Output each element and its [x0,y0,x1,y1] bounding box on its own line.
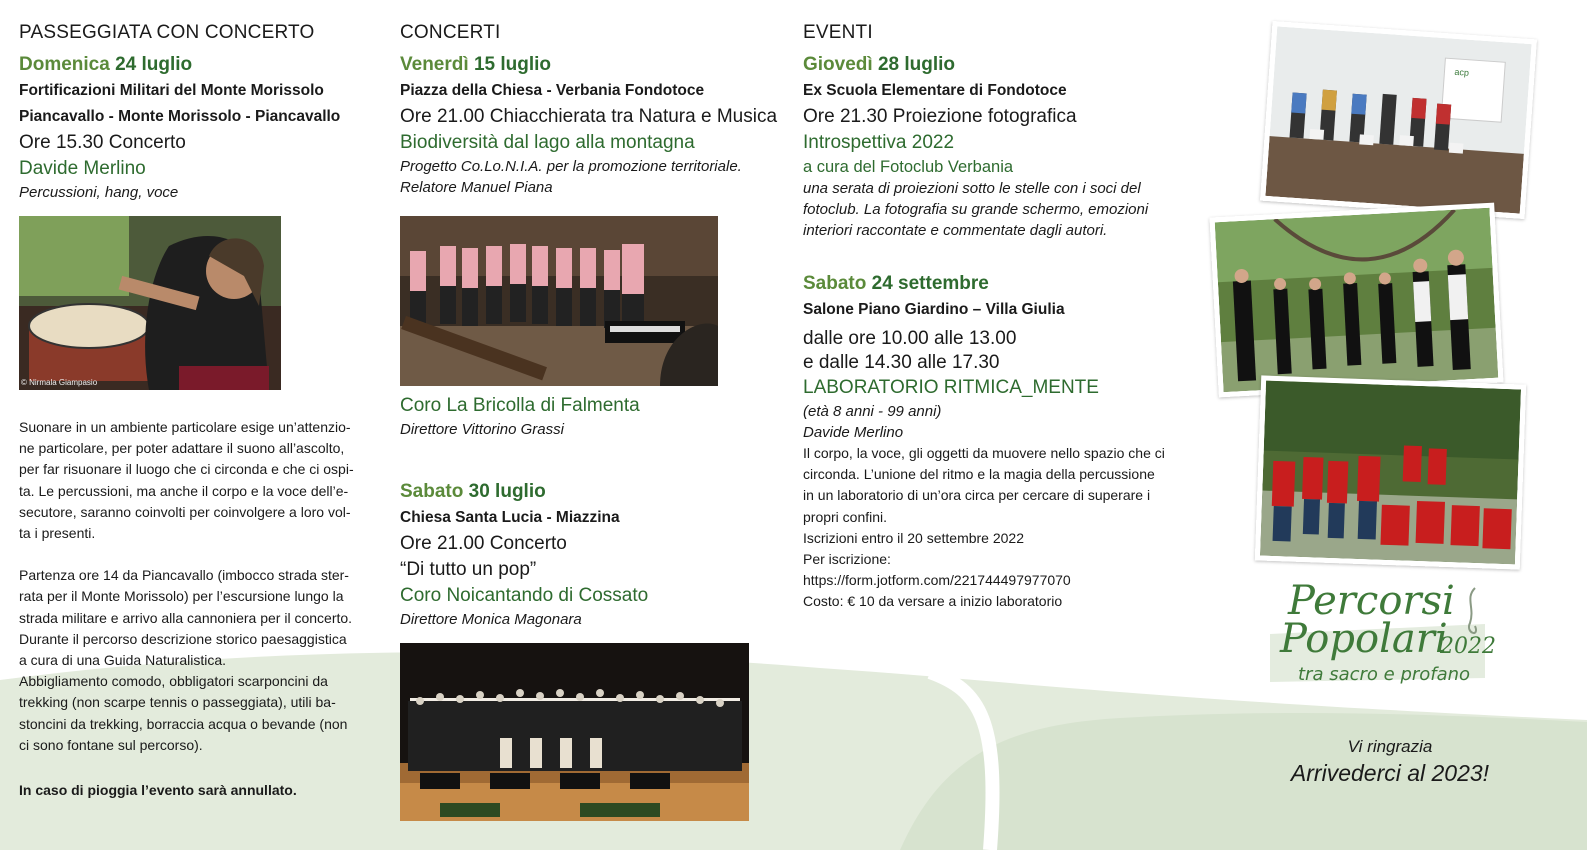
paragraph-1: Suonare in un ambiente particolare esige un’attenzio- ne particolare, per poter adattare il suono all’ascolto, per far risuonare il luogo che ci circonda e che ci ospi- ta. Le percussioni, ma anche il corpo e la voce dell’e- secutore, saranno coinvolti per coinvolgere a loro vol- ta i presenti. [19,419,354,542]
thanks-block [1240,736,1540,788]
farewell-line: Arrivederci al 2023! [1290,760,1490,786]
concert-2-details [400,479,770,630]
artist-name: Davide Merlino [19,158,146,179]
paragraph-2: Partenza ore 14 da Piancavallo (imbocco strada ster- rata per il Monte Morissolo) per l’escursione lungo la strada militare e arrivo alla cannoniera per il concerto. Durante il percorso descrizione storico paesaggistica a cura di una Guida Naturalistica. Abbigliamento comodo, obbligatori scarponcini da trekking (non scarpe tennis o passeggiata), utili ba- stoncini da trekking, borraccia acqua o bevande (non ci sono fontane sul percorso). [19,567,353,753]
photo-credit: © Nirmala Giampasio [21,378,98,387]
thanks-line: Vi ringrazia [1347,737,1433,756]
logo-percorsi-popolari [1270,578,1510,698]
event-time: Ore 15.30 Concerto [19,132,186,153]
choir-name: Coro La Bricolla di Falmenta [400,395,640,416]
venue-line: Salone Piano Giardino – Villa Giulia [803,301,1065,318]
event-date: Domenica 24 luglio [19,54,193,75]
event-title: Biodiversità dal lago alla montagna [400,132,695,153]
event-desc: una serata di proiezioni sotto le stelle con i soci del fotoclub. La fotografia su grande schermo, emozioni interiori raccontate e commentate dagli autori. [803,180,1149,239]
logo-year: 2022 [1440,634,1496,659]
concert-1-details [400,393,770,440]
event-time: e dalle 14.30 alle 17.30 [803,352,1000,373]
section-title: PASSEGGIATA CON CONCERTO [19,22,315,43]
event-time: Ore 21.00 Chiacchierata tra Natura e Musica [400,106,778,127]
description-text [19,417,362,801]
event-desc: Il corpo, la voce, gli oggetti da muovere nello spazio che ci circonda. L’unione del ritmo e la magia della percussione in un laboratorio di un’ora circa per cercare di superare i propri confini. Iscrizioni entro il 20 settembre 2022 Per iscrizione: https://form.jotform.com/221744497977070 Costo: € 10 da versare a inizio laboratorio [803,443,1183,613]
registration-link[interactable]: https://form.jotform.com/221744497977070 [803,572,1071,589]
artist-instruments: Percussioni, hang, voce [19,184,179,201]
logo-line2: Popolari [1280,616,1448,662]
choir-director: Direttore Monica Magonara [400,611,582,628]
photo-ensemble-indoor [1260,21,1537,219]
logo-subtitle: tra sacro e profano [1298,664,1471,685]
column-eventi [803,20,1183,241]
event-2-details [803,271,1183,613]
photo-choir-red [1255,375,1526,569]
event-time: Ore 21.00 Concerto [400,533,567,554]
venue-line: Fortificazioni Militari del Monte Morissolo [19,82,324,99]
photo-choir-noicantando [400,643,749,821]
event-title: “Di tutto un pop” [400,559,537,580]
event-desc: Progetto Co.Lo.N.I.A. per la promozione territoriale. [400,158,742,175]
event-leader: Davide Merlino [803,424,904,441]
event-title: Introspettiva 2022 [803,132,955,153]
photo-choir-garden [1209,203,1503,398]
event-organizer: a cura del Fotoclub Verbania [803,158,1014,176]
choir-director: Direttore Vittorino Grassi [400,421,564,438]
logo-line1: Percorsi [1288,578,1455,624]
photo-drummer [19,216,281,390]
column-passeggiata [19,20,364,203]
venue-line: Ex Scuola Elementare di Fondotoce [803,82,1067,99]
event-date: Sabato 30 luglio [400,481,546,502]
event-date: Giovedì 28 luglio [803,54,956,75]
sign-text: acp [1454,66,1470,78]
event-time: Ore 21.30 Proiezione fotografica [803,106,1077,127]
rain-notice: In caso di pioggia l’evento sarà annullato. [19,782,297,799]
column-concerti [400,20,778,198]
venue-line: Chiesa Santa Lucia - Miazzina [400,509,620,526]
event-date: Sabato 24 settembre [803,273,989,294]
event-time: dalle ore 10.00 alle 13.00 [803,328,1017,349]
event-date: Venerdì 15 luglio [400,54,552,75]
section-title: CONCERTI [400,22,501,43]
venue-line: Piancavallo - Monte Morissolo - Piancavallo [19,108,341,125]
venue-line: Piazza della Chiesa - Verbania Fondotoce [400,82,705,99]
event-desc: Relatore Manuel Piana [400,179,553,196]
event-title: LABORATORIO RITMICA_MENTE [803,377,1099,398]
section-title: EVENTI [803,22,873,43]
event-age: (età 8 anni - 99 anni) [803,403,942,420]
choir-name: Coro Noicantando di Cossato [400,585,649,606]
photo-choir-bricolla [400,216,718,386]
